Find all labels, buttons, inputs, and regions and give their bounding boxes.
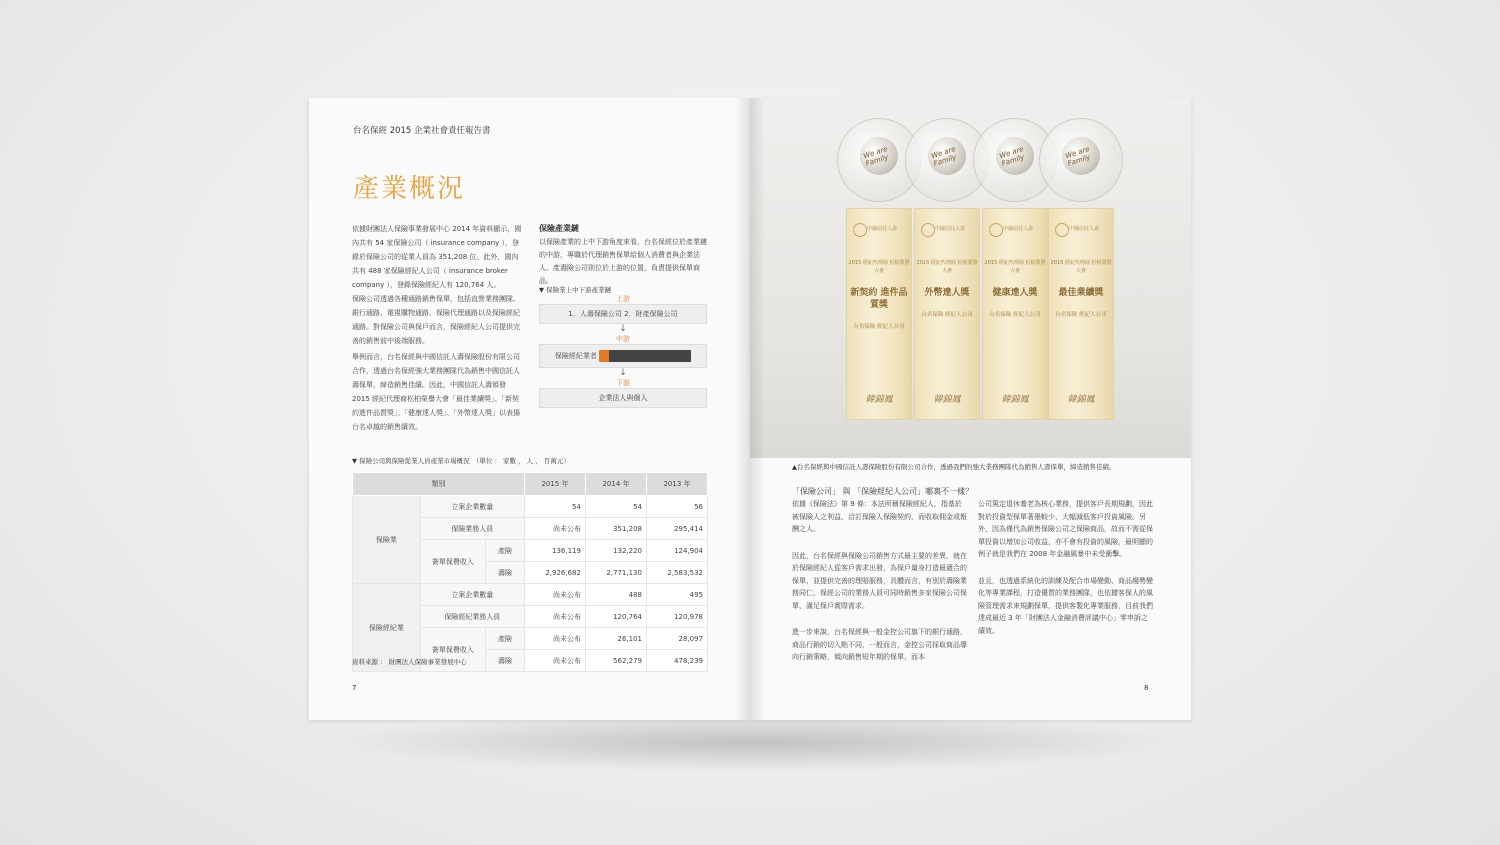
row-label: 產險 [486,540,525,562]
table-cell: 2,583,532 [646,562,707,584]
chain-description: 以保險產業的上中下游角度來看，台名保經位於產業鏈的中游，專職於代理銷售保單給個人消費者與企業法人。產壽險公司則位於上游的位置，負責提供保單商品。 [539,238,707,285]
downstream-box: 企業法人與個人 [539,388,707,408]
trophy-event: 2015 經紀代理商 松柏榮譽大會 [984,260,1046,274]
trophy-base [1048,208,1114,420]
trophy-disc [1039,118,1123,202]
trophy-event: 2015 經紀代理商 松柏榮譽大會 [848,260,910,274]
paragraph: 因此，台名保經與保險公司銷售方式最主要的差異，就在於保險經紀人從客戶需求出發，為保戶量身打造最適合的保單，並提供完善的理賠服務，具體而言，有別於壽險業務同仁，保經公司的業務人員可同時銷售多家保險公司保單，滿足保戶實際需求。 [792,551,967,610]
midstream-label: 中游 [616,335,630,343]
arrow-down-icon: ↓ [619,368,627,378]
chain-caption: ▼ 保險業上中下游產業鏈 [539,286,612,294]
page-title: 產業概況 [353,174,466,204]
trophy-brand: We are Family [862,144,890,168]
row-label: 壽險 [486,650,525,672]
table-row [353,584,708,606]
trophy-recipient: 台名保險 經紀人公司 [989,312,1041,318]
left-page [309,98,750,720]
company-logo-icon [853,223,867,237]
trophy-signature: 韓錦鳳 [933,395,961,405]
paragraph: 公司篤定退休養老為核心業務，提供客戶長期規劃，因此對於投資型保單著墨較少，大幅減低客戶投資風險。另外，因為僅代為銷售保險公司之保險商品，故而不需從保單投資以增加公司收益，亦不會有投資的風險，最明顯的例子就是我們在 2008 年金融風暴中未受衝擊。 [978,500,1153,558]
trophy-photo [750,98,1191,458]
trophy-company-mark: 中國信託人壽 [1003,226,1034,232]
company-logo-icon [921,223,935,237]
table-cell: 2,926,682 [524,562,585,584]
table-cell: 尚未公布 [524,606,585,628]
trophy-base [914,208,980,420]
row-label: 立案企業數量 [420,584,524,606]
trophy-award: 健康達人獎 [992,288,1038,298]
trophy-event: 2015 經紀代理商 松柏榮譽大會 [916,260,978,274]
company-logo-icon [1055,223,1069,237]
table-cell: 2,771,130 [585,562,646,584]
premium-label: 簽單保費收入 [420,540,485,584]
market-table [352,472,708,672]
company-logo-icon [989,223,1003,237]
table-cell: 120,764 [585,606,646,628]
row-label: 保險經紀業務人員 [420,606,524,628]
right-page [750,98,1191,720]
trophy-recipient: 台名保險 經紀人公司 [921,312,973,318]
table-cell: 尚未公布 [524,628,585,650]
group-label: 保險經紀業 [353,584,421,672]
table-header-cell: 2015 年 [524,473,585,496]
crystal-ball [996,137,1034,175]
table-header-cell: 2014 年 [585,473,646,496]
intro-paragraph: 依據財團法人保險事業發展中心 2014 年資料顯示，國內共有 54 家保險公司（ insurance company ），登錄於保險公司的從業人員為 351,208 位。此外，國內共有 488 家保險經紀人公司（ insurance broker company ），登錄保險經紀人有 120,764 人。 [352,225,522,289]
report-header: 台名保經 2015 企業社會責任報告書 [353,126,491,136]
trophy-award: 外幣達人獎 [924,288,970,298]
paragraph: 並且，也透過系統化的訓練及配合市場變動、商品趨勢變化等專業課程，打造優質的業務團隊，也依據客保人的風險管理需求來規劃保單，提供客製化專業服務，目前我們達成最近 3 年「財團法人金融消費評議中心」零申訴之績效。 [978,576,1153,635]
table-cell: 124,904 [646,540,707,562]
table-cell: 495 [646,584,707,606]
trophy-signature: 韓錦鳳 [1067,395,1095,405]
trophy [1048,118,1112,420]
table-cell: 132,220 [585,540,646,562]
table-header-cell: 2013 年 [646,473,707,496]
trophy-recipient: 台名保險 經紀人公司 [1055,312,1107,318]
table-caption: ▼ 保險公司與保險從業人員產業市場概況 （單位 ： 家數 ， 人 ， 百萬元） [352,457,570,465]
paragraph: 進一步來說，台名保經與一般金控公司旗下的銀行通路，商品行銷的切入點不同，一般而言，金控公司採取商品導向行銷策略，傾向銷售短年期的保單，而本 [792,628,967,661]
trophy-base [846,208,912,420]
row-label: 保險業務人員 [420,518,524,540]
row-label: 壽險 [486,562,525,584]
table-cell: 136,119 [524,540,585,562]
crystal-ball [860,137,898,175]
table-row [353,496,708,518]
trophy [914,118,978,420]
text-column-1 [792,498,967,664]
trophy [982,118,1046,420]
table-cell: 56 [646,496,707,518]
table-cell: 120,978 [646,606,707,628]
page-number: 8 [1144,684,1149,692]
table-cell: 351,208 [585,518,646,540]
page-number: 7 [352,684,357,692]
table-cell: 54 [524,496,585,518]
example-paragraph: 舉例而言，台名保經與中國信託人壽保險股份有限公司合作，透過台名保經強大業務團隊代為銷售中國信託人壽保單，締造銷售佳績。因此，中國信託人壽頒發 2015 經紀代理商松柏榮譽大會「最佳業續獎」、「新契約進件品質獎」、「健康達人獎」、「外幣達人獎」以表揚台名卓越的銷售績效。 [352,353,520,431]
table-cell: 295,414 [646,518,707,540]
midstream-text: 保險經紀業者 [554,352,597,360]
trophy-recipient: 台名保險 經紀人公司 [853,324,905,330]
row-label: 產險 [486,628,525,650]
paragraph: 依據《保險法》第 9 條：本法所稱保險經紀人，指基於被保險人之利益，洽訂保險人保險契約，而收取佣金或報酬之人。 [792,500,967,533]
trophy-company-mark: 中國信託人壽 [867,226,898,232]
table-header-cell: 類別 [353,473,525,496]
table-cell: 尚未公布 [524,650,585,672]
chain-heading: 保險產業鏈 [539,224,579,233]
book-shadow [330,712,1180,772]
table-cell: 26,101 [585,628,646,650]
upstream-label: 上游 [616,295,630,303]
trophy-base [982,208,1048,420]
text-column-2 [978,498,1153,637]
table-cell: 尚未公布 [524,584,585,606]
table-cell: 54 [585,496,646,518]
group-label: 保險業 [353,496,421,584]
row-label: 立案企業數量 [420,496,524,518]
industry-chain-diagram [539,294,707,408]
table-cell: 28,097 [646,628,707,650]
midstream-box [539,344,707,368]
trophy-brand: We are Family [1064,144,1092,168]
crystal-ball [928,137,966,175]
trophy-brand: We are Family [930,144,958,168]
trophy [846,118,910,420]
section-heading: 「保險公司」 與 「保險經紀人公司」哪裏不一樣？ [792,487,974,496]
table-cell: 478,239 [646,650,707,672]
trophy-company-mark: 中國信託人壽 [1069,226,1100,232]
trophy-award: 最佳業續獎 [1058,288,1104,298]
premium-label: 簽單保費收入 [420,628,485,672]
channel-paragraph: 保險公司透過各種通路銷售保單，包括直營業務團隊、銀行通路、電視購物通路、保險代理通路以及保險經紀通路。對保險公司與保戶而言，保險經紀人公司提供完善的銷售前中後端服務。 [352,295,520,345]
company-logo-icon [599,350,691,362]
crystal-ball [1062,137,1100,175]
photo-caption: ▲台名保經與中國信託人壽保險股份有限公司合作，透過我們的強大業務團隊代為銷售人壽保單，締造銷售佳績。 [792,463,1116,471]
table-cell: 488 [585,584,646,606]
table-cell: 尚未公布 [524,518,585,540]
trophy-signature: 韓錦鳳 [865,395,893,405]
upstream-box: 1．人壽保險公司 2．財產保險公司 [539,304,707,324]
trophy-brand: We are Family [998,144,1026,168]
table-cell: 562,279 [585,650,646,672]
downstream-label: 下游 [616,379,630,387]
trophy-event: 2015 經紀代理商 松柏榮譽大會 [1050,260,1112,274]
trophy-signature: 韓錦鳳 [1001,395,1029,405]
trophy-company-mark: 中國信託人壽 [935,226,966,232]
table-source: 資料來源 ： 財團法人保險事業發展中心 [352,658,467,666]
table-header-row [353,473,708,496]
trophy-award: 新契約 進件品質獎 [850,288,908,310]
arrow-down-icon: ↓ [619,324,627,334]
